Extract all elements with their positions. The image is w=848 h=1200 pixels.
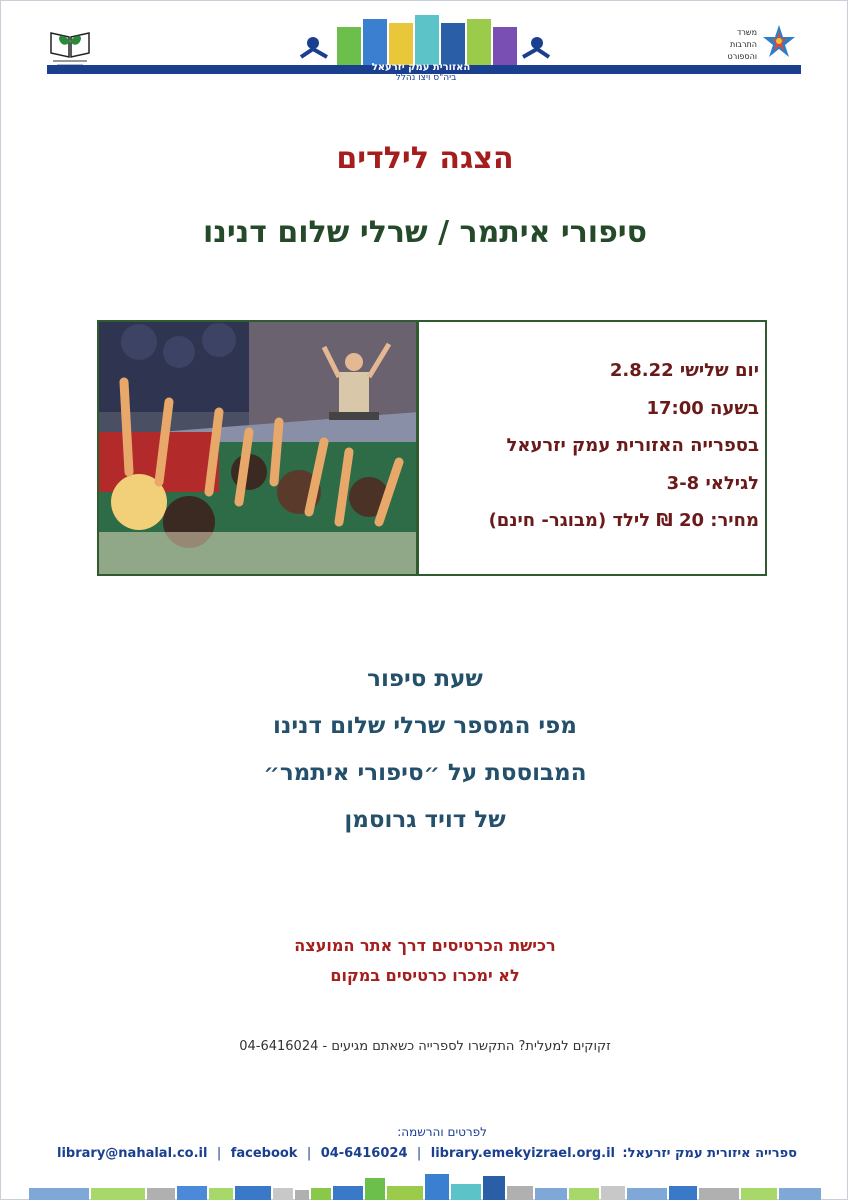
footer-contacts xyxy=(57,1146,797,1161)
event-info-box xyxy=(97,320,767,576)
event-day-date: יום שלישי 2.8.22 xyxy=(609,360,759,381)
story-hour-section xyxy=(1,656,848,844)
banner-title: האזורית עמק יזרעאל xyxy=(371,62,471,73)
footer-separator-3: | xyxy=(216,1146,222,1161)
ministry-star-logo xyxy=(717,21,797,67)
tickets-line-2: לא ימכרו כרטיסים במקום xyxy=(330,966,520,985)
book-leaf-logo xyxy=(47,23,93,67)
footer-library-name: ספרייה איזורית עמק יזרעאל: xyxy=(622,1146,797,1161)
footer-label: לפרטים והרשמה: xyxy=(397,1125,487,1139)
footer-phone[interactable]: 04-6416024 xyxy=(320,1146,408,1161)
footer-email-link[interactable]: library@nahalal.co.il xyxy=(57,1146,208,1161)
decorative-color-stripes xyxy=(29,1166,821,1200)
footer-facebook-link[interactable]: facebook xyxy=(230,1146,298,1161)
story-line-2: מפי המספר שרלי שלום דנינו xyxy=(273,713,577,739)
story-line-1: שעת סיפור xyxy=(367,666,483,692)
story-line-3: המבוססת על ״סיפורי איתמר״ xyxy=(263,760,587,786)
page-subtitle: סיפורי איתמר / שרלי שלום דנינו xyxy=(202,215,648,250)
banner-subtitle: ביה"ס ויצו נהלל xyxy=(395,73,457,83)
event-details xyxy=(425,352,765,540)
footer-separator-1: | xyxy=(416,1146,422,1161)
footer-website-link[interactable]: library.emekyizrael.org.il xyxy=(430,1146,615,1161)
event-place: בספרייה האזורית עמק יזרעאל xyxy=(506,435,759,456)
story-line-4: של דויד גרוסמן xyxy=(344,807,506,833)
logo-line-2: התרבות xyxy=(729,40,757,49)
accessibility-note: זקוקים למעלית? התקשרו לספרייה כשאתם מגיעים - 04-6416024 xyxy=(239,1039,611,1054)
audience-photo-illustration xyxy=(99,322,419,574)
tickets-notice xyxy=(1,931,848,991)
footer-separator-2: | xyxy=(306,1146,312,1161)
event-price: מחיר: 20 ₪ לילד (מבוגר- חינם) xyxy=(488,510,759,531)
logo-line-1: משרד xyxy=(737,28,757,37)
page-title: הצגה לילדים xyxy=(336,141,514,176)
event-time: בשעה 17:00 xyxy=(646,397,759,419)
performance-photo xyxy=(99,322,419,574)
tickets-line-1: רכישת הכרטיסים דרך אתר המועצה xyxy=(294,936,556,955)
event-ages: לגילאי 3-8 xyxy=(666,472,759,494)
logo-line-3: והספורט xyxy=(727,52,757,61)
